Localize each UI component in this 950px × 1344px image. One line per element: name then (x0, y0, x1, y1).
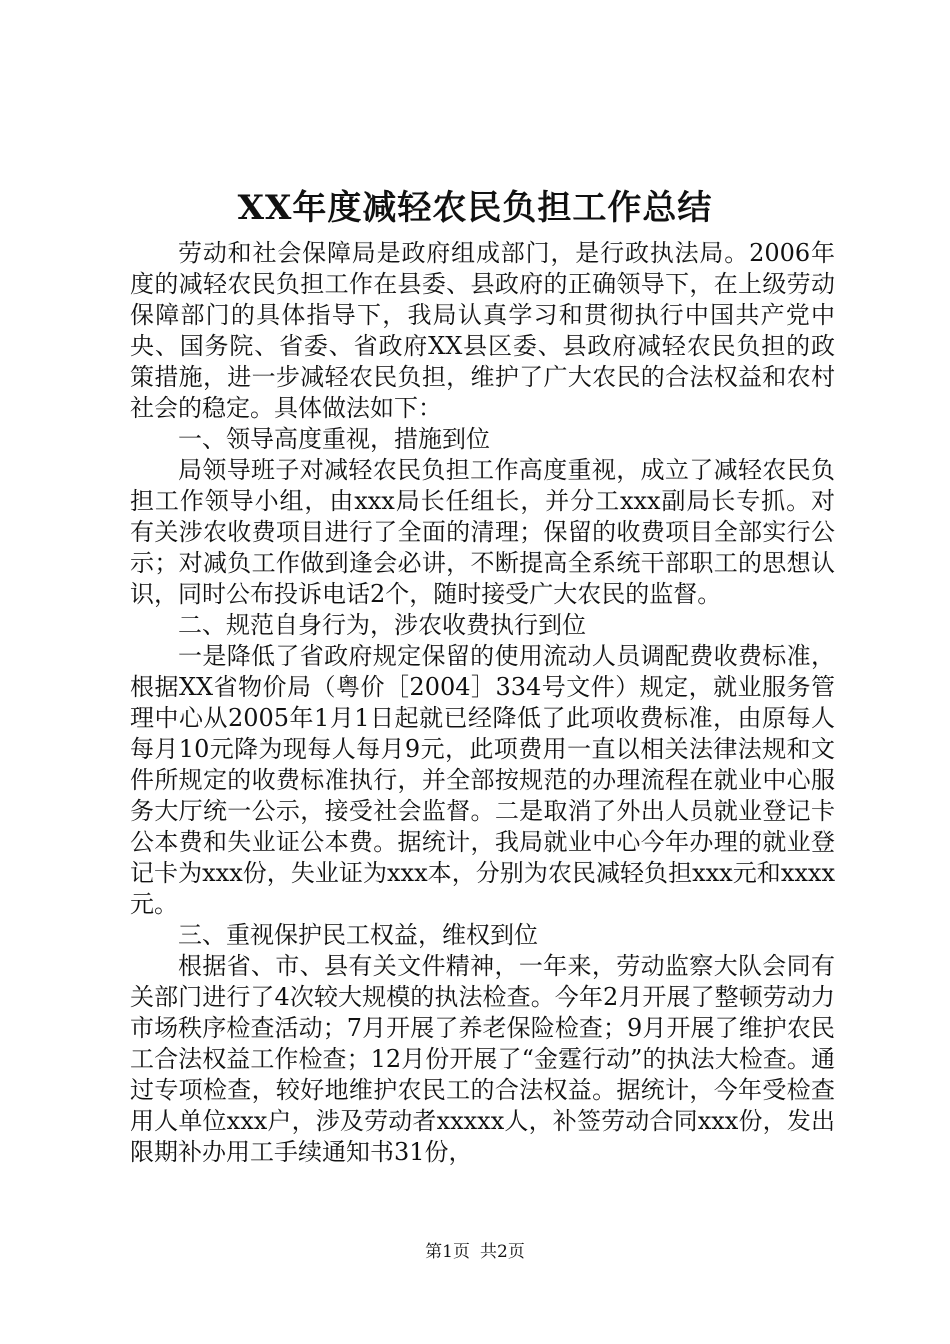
body-paragraph: 劳动和社会保障局是政府组成部门，是行政执法局。2006年度的减轻农民负担工作在县委、县政府的正确领导下，在上级劳动保障部门的具体指导下，我局认真学习和贯彻执行中国共产党中央、国务院、省委、省政府XX县区委、县政府减轻农民负担的政策措施，进一步减轻农民负担，维护了广大农民的合法权益和农村社会的稳定。具体做法如下： (130, 239, 835, 422)
section-heading: 三、重视保护民工权益，维权到位 (178, 921, 538, 949)
body-paragraph: 根据省、市、县有关文件精神，一年来，劳动监察大队会同有关部门进行了4次较大规模的执法检查。今年2月开展了整顿劳动力市场秩序检查活动；7月开展了养老保险检查；9月开展了维护农民工合法权益工作检查；12月份开展了“金霆行动”的执法大检查。通过专项检查，较好地维护农民工的合法权益。据统计，今年受检查用人单位xxx户，涉及劳动者xxxxx人，补签劳动合同xxx份，发出限期补办用工手续通知书31份， (130, 952, 835, 1166)
section-heading: 一、领导高度重视，措施到位 (178, 425, 490, 453)
page-number-total: 共2页 (480, 1242, 525, 1262)
document-title: XX年度减轻农民负担工作总结 (237, 188, 713, 228)
document-body (130, 238, 835, 1168)
page-number-current: 第1页 (425, 1242, 470, 1262)
page-footer (0, 1240, 950, 1264)
body-paragraph: 局领导班子对减轻农民负担工作高度重视，成立了减轻农民负担工作领导小组，由xxx局长任组长，并分工xxx副局长专抓。对有关涉农收费项目进行了全面的清理；保留的收费项目全部实行公示；对减负工作做到逢会必讲，不断提高全系统干部职工的思想认识，同时公布投诉电话2个，随时接受广大农民的监督。 (130, 456, 835, 608)
body-paragraph: 一是降低了省政府规定保留的使用流动人员调配费收费标准，根据XX省物价局（粤价［2004］334号文件）规定，就业服务管理中心从2005年1月1日起就已经降低了此项收费标准，由原每人每月10元降为现每人每月9元，此项费用一直以相关法律法规和文件所规定的收费标准执行，并全部按规范的办理流程在就业中心服务大厅统一公示，接受社会监督。二是取消了外出人员就业登记卡公本费和失业证公本费。据统计，我局就业中心今年办理的就业登记卡为xxx份，失业证为xxx本，分别为农民减轻负担xxx元和xxxx元。 (130, 642, 835, 918)
section-heading: 二、规范自身行为，涉农收费执行到位 (178, 611, 586, 639)
